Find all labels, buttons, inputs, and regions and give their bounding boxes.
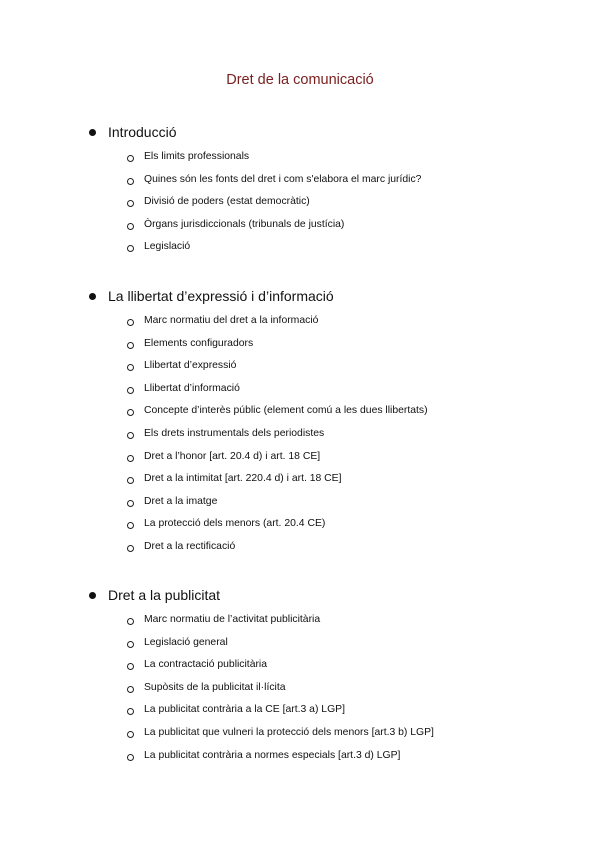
hollow-bullet-icon: [127, 686, 134, 693]
list-item-label: Divisió de poders (estat democràtic): [144, 196, 310, 208]
list-item-label: La publicitat que vulneri la protecció dels menors [art.3 b) LGP]: [144, 726, 434, 738]
list-item-label: Quines són les fonts del dret i com s'elabora el marc jurídic?: [144, 173, 422, 185]
hollow-bullet-icon: [127, 409, 134, 416]
hollow-bullet-icon: [127, 522, 134, 529]
list-item: [0, 612, 600, 635]
list-item: [0, 313, 600, 336]
list-item: [0, 194, 600, 217]
list-item: [0, 516, 600, 539]
hollow-bullet-icon: [127, 155, 134, 162]
section-heading: [0, 122, 600, 144]
hollow-bullet-icon: [127, 387, 134, 394]
hollow-bullet-icon: [127, 342, 134, 349]
list-item-label: Els limits professionals: [144, 151, 250, 162]
hollow-bullet-icon: [127, 545, 134, 552]
hollow-bullet-icon: [127, 641, 134, 648]
list-item-label: Dret a la rectificació: [144, 540, 236, 552]
list-item-label: Òrgans jurisdiccionals (tribunals de justícia): [144, 218, 345, 230]
list-item-label: Marc normatiu del dret a la informació: [144, 315, 319, 326]
sub-list: [0, 612, 600, 770]
filled-bullet-icon: [89, 592, 96, 599]
list-item: [0, 748, 600, 771]
hollow-bullet-icon: [127, 708, 134, 715]
hollow-bullet-icon: [127, 500, 134, 507]
hollow-bullet-icon: [127, 223, 134, 230]
hollow-bullet-icon: [127, 364, 134, 371]
list-item: [0, 471, 600, 494]
list-item-label: La publicitat contrària a normes especials [art.3 d) LGP]: [144, 749, 401, 761]
hollow-bullet-icon: [127, 754, 134, 761]
section-publicitat: [0, 585, 600, 770]
list-item: [0, 403, 600, 426]
list-item-label: Dret a la imatge: [144, 495, 218, 507]
list-item: [0, 381, 600, 404]
list-item-label: Els drets instrumentals dels periodistes: [144, 427, 325, 439]
list-item: [0, 336, 600, 359]
list-item: [0, 149, 600, 172]
sub-list: [0, 149, 600, 262]
section-heading: [0, 286, 600, 308]
list-item: [0, 494, 600, 517]
list-item-label: Dret a l’honor [art. 20.4 d) i art. 18 CE]: [144, 450, 321, 462]
list-item-label: Legislació: [144, 241, 191, 253]
list-item: [0, 358, 600, 381]
list-item: [0, 239, 600, 262]
list-item: [0, 172, 600, 195]
list-item-label: Llibertat d’expressió: [144, 360, 237, 372]
section-title: Introducció: [108, 124, 177, 140]
hollow-bullet-icon: [127, 245, 134, 252]
list-item: [0, 680, 600, 703]
hollow-bullet-icon: [127, 455, 134, 462]
list-item-label: La publicitat contrària a la CE [art.3 a) LGP]: [144, 704, 345, 716]
list-item-label: Supòsits de la publicitat il·lícita: [144, 681, 286, 693]
list-item-label: Legislació general: [144, 636, 228, 648]
page-title: Dret de la comunicació: [226, 72, 374, 88]
list-item: [0, 635, 600, 658]
sub-list: [0, 313, 600, 562]
list-item: [0, 426, 600, 449]
section-title: La llibertat d’expressió i d’informació: [108, 288, 334, 304]
list-item: [0, 702, 600, 725]
section-heading: [0, 585, 600, 607]
section-title: Dret a la publicitat: [108, 587, 221, 603]
hollow-bullet-icon: [127, 319, 134, 326]
list-item: [0, 725, 600, 748]
list-item: [0, 217, 600, 240]
list-item-label: Dret a la intimitat [art. 220.4 d) i art. 18 CE]: [144, 473, 342, 485]
list-item: [0, 539, 600, 562]
hollow-bullet-icon: [127, 432, 134, 439]
hollow-bullet-icon: [127, 731, 134, 738]
list-item-label: Elements configuradors: [144, 337, 254, 349]
filled-bullet-icon: [89, 293, 96, 300]
list-item-label: Concepte d’interès públic (element comú a les dues llibertats): [144, 405, 428, 417]
list-item: [0, 449, 600, 472]
hollow-bullet-icon: [127, 663, 134, 670]
list-item: [0, 657, 600, 680]
hollow-bullet-icon: [127, 618, 134, 625]
hollow-bullet-icon: [127, 178, 134, 185]
section-llibertat: [0, 286, 600, 562]
list-item-label: Marc normatiu de l’activitat publicitària: [144, 614, 321, 625]
hollow-bullet-icon: [127, 200, 134, 207]
list-item-label: La contractació publicitària: [144, 659, 268, 671]
list-item-label: La protecció dels menors (art. 20.4 CE): [144, 518, 326, 530]
filled-bullet-icon: [89, 129, 96, 136]
list-item-label: Llibertat d’informació: [144, 382, 240, 394]
hollow-bullet-icon: [127, 477, 134, 484]
section-introduccio: [0, 122, 600, 262]
